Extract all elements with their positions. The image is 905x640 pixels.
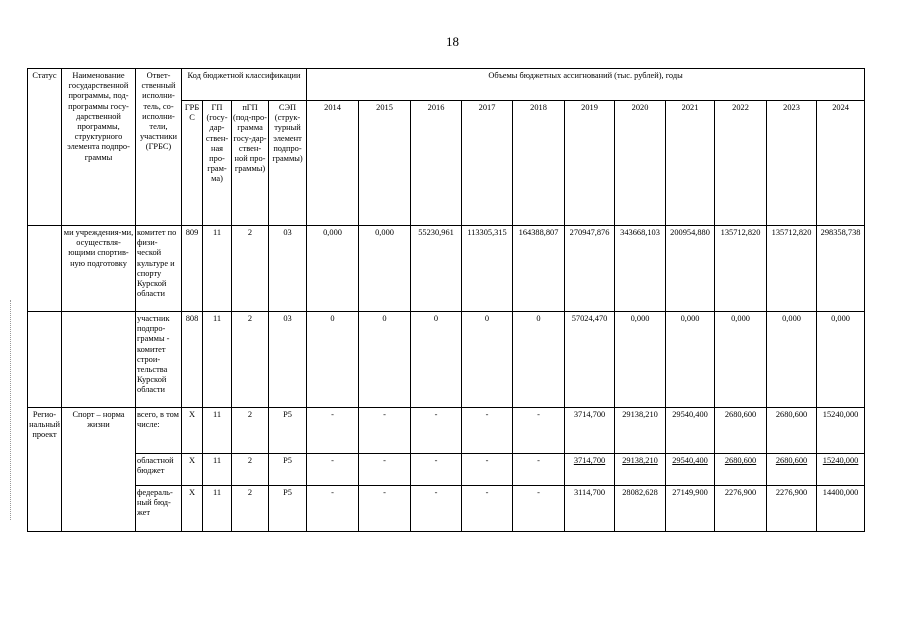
header-year: 2014 <box>307 101 359 226</box>
row-grbs: Х <box>182 454 203 486</box>
row-value: 135712,820 <box>715 226 767 312</box>
header-grbs: ГРБ С <box>182 101 203 226</box>
row-status: Регио-нальный проект <box>28 408 62 532</box>
row-value: 298358,738 <box>817 226 865 312</box>
row-value: 0 <box>411 312 462 408</box>
row-value: 0 <box>462 312 513 408</box>
row-responsible: комитет по физи-ческой культуре и спорту Курской области <box>136 226 182 312</box>
header-year: 2022 <box>715 101 767 226</box>
table-row <box>28 408 865 454</box>
table-row <box>28 312 865 408</box>
header-year: 2019 <box>565 101 615 226</box>
row-sep: Р5 <box>269 454 307 486</box>
row-value: - <box>462 408 513 454</box>
row-value: 0,000 <box>767 312 817 408</box>
header-responsible: Ответ-ственный исполни-тель, со-исполни-тели, участники (ГРБС) <box>136 69 182 226</box>
row-value: 29540,400 <box>666 408 715 454</box>
row-value: - <box>513 486 565 532</box>
scan-edge-mark <box>10 300 12 520</box>
header-row-1 <box>28 69 865 101</box>
row-value: - <box>307 486 359 532</box>
header-gp: ГП (госу-дар-ствен-ная про-грам-ма) <box>203 101 232 226</box>
row-value: 27149,900 <box>666 486 715 532</box>
row-sep: Р5 <box>269 486 307 532</box>
row-responsible: областной бюджет <box>136 454 182 486</box>
row-value: 0,000 <box>307 226 359 312</box>
header-year: 2024 <box>817 101 865 226</box>
row-value: 164388,807 <box>513 226 565 312</box>
row-value: - <box>359 408 411 454</box>
header-year: 2016 <box>411 101 462 226</box>
row-grbs: 808 <box>182 312 203 408</box>
row-grbs: Х <box>182 486 203 532</box>
row-value: 3714,700 <box>565 408 615 454</box>
page-number: 18 <box>446 34 459 49</box>
row-value: 2276,900 <box>767 486 817 532</box>
row-value: 2680,600 <box>767 454 817 486</box>
row-value: - <box>307 408 359 454</box>
header-name: Наименование государственной программы, под-программы госу-дарственной программы, структурного элемента подпро-граммы <box>62 69 136 226</box>
row-value: 0,000 <box>715 312 767 408</box>
row-responsible: федераль-ный бюд-жет <box>136 486 182 532</box>
row-name: ми учреждения-ми, осуществля-ющими спортив-ную подготовку <box>62 226 136 312</box>
row-value: 2680,600 <box>767 408 817 454</box>
row-name <box>62 312 136 408</box>
row-value: 15240,000 <box>817 408 865 454</box>
row-value: 3114,700 <box>565 486 615 532</box>
header-budget-code: Код бюджетной классификации <box>182 69 307 101</box>
table-row <box>28 454 865 486</box>
row-value: - <box>411 486 462 532</box>
row-value: 0,000 <box>666 312 715 408</box>
row-value: 0 <box>359 312 411 408</box>
row-value: - <box>513 408 565 454</box>
row-value: 29138,210 <box>615 408 666 454</box>
row-value: 0,000 <box>615 312 666 408</box>
row-value: - <box>359 486 411 532</box>
row-value: 15240,000 <box>817 454 865 486</box>
row-value: 0 <box>307 312 359 408</box>
row-grbs: Х <box>182 408 203 454</box>
row-value: 14400,000 <box>817 486 865 532</box>
header-year: 2023 <box>767 101 817 226</box>
row-gp: 11 <box>203 312 232 408</box>
row-value: - <box>513 454 565 486</box>
header-sep: СЭП (струк-турный элемент подпро-граммы) <box>269 101 307 226</box>
row-value: 0 <box>513 312 565 408</box>
row-gp: 11 <box>203 408 232 454</box>
header-year: 2021 <box>666 101 715 226</box>
header-status: Статус <box>28 69 62 226</box>
row-value: 3714,700 <box>565 454 615 486</box>
header-year: 2015 <box>359 101 411 226</box>
row-value: 29138,210 <box>615 454 666 486</box>
header-year: 2020 <box>615 101 666 226</box>
row-pgp: 2 <box>232 454 269 486</box>
row-value: 29540,400 <box>666 454 715 486</box>
budget-table <box>27 68 865 532</box>
row-value: 270947,876 <box>565 226 615 312</box>
row-status <box>28 312 62 408</box>
header-pgp: пГП (под-про-грамма госу-дар-ствен-ной про-граммы) <box>232 101 269 226</box>
row-value: - <box>307 454 359 486</box>
row-sep: Р5 <box>269 408 307 454</box>
row-pgp: 2 <box>232 408 269 454</box>
table-row <box>28 486 865 532</box>
row-pgp: 2 <box>232 226 269 312</box>
row-status <box>28 226 62 312</box>
header-amounts: Объемы бюджетных ассигнований (тыс. рублей), годы <box>307 69 865 101</box>
row-gp: 11 <box>203 486 232 532</box>
row-value: 28082,628 <box>615 486 666 532</box>
row-value: 55230,961 <box>411 226 462 312</box>
row-value: 57024,470 <box>565 312 615 408</box>
row-value: - <box>462 486 513 532</box>
row-value: 200954,880 <box>666 226 715 312</box>
row-grbs: 809 <box>182 226 203 312</box>
row-value: - <box>462 454 513 486</box>
row-value: - <box>411 454 462 486</box>
row-value: 2276,900 <box>715 486 767 532</box>
row-pgp: 2 <box>232 312 269 408</box>
row-gp: 11 <box>203 454 232 486</box>
row-value: - <box>359 454 411 486</box>
row-value: 135712,820 <box>767 226 817 312</box>
row-value: 113305,315 <box>462 226 513 312</box>
table-row <box>28 226 865 312</box>
row-gp: 11 <box>203 226 232 312</box>
row-value: 2680,600 <box>715 408 767 454</box>
row-value: 0,000 <box>817 312 865 408</box>
row-name: Спорт – норма жизни <box>62 408 136 532</box>
row-pgp: 2 <box>232 486 269 532</box>
row-value: 2680,600 <box>715 454 767 486</box>
row-sep: 03 <box>269 226 307 312</box>
header-year: 2017 <box>462 101 513 226</box>
row-sep: 03 <box>269 312 307 408</box>
row-responsible: участник подпро-граммы - комитет строи-тельства Курской области <box>136 312 182 408</box>
row-value: 0,000 <box>359 226 411 312</box>
row-value: 343668,103 <box>615 226 666 312</box>
header-year: 2018 <box>513 101 565 226</box>
row-value: - <box>411 408 462 454</box>
row-responsible: всего, в том числе: <box>136 408 182 454</box>
